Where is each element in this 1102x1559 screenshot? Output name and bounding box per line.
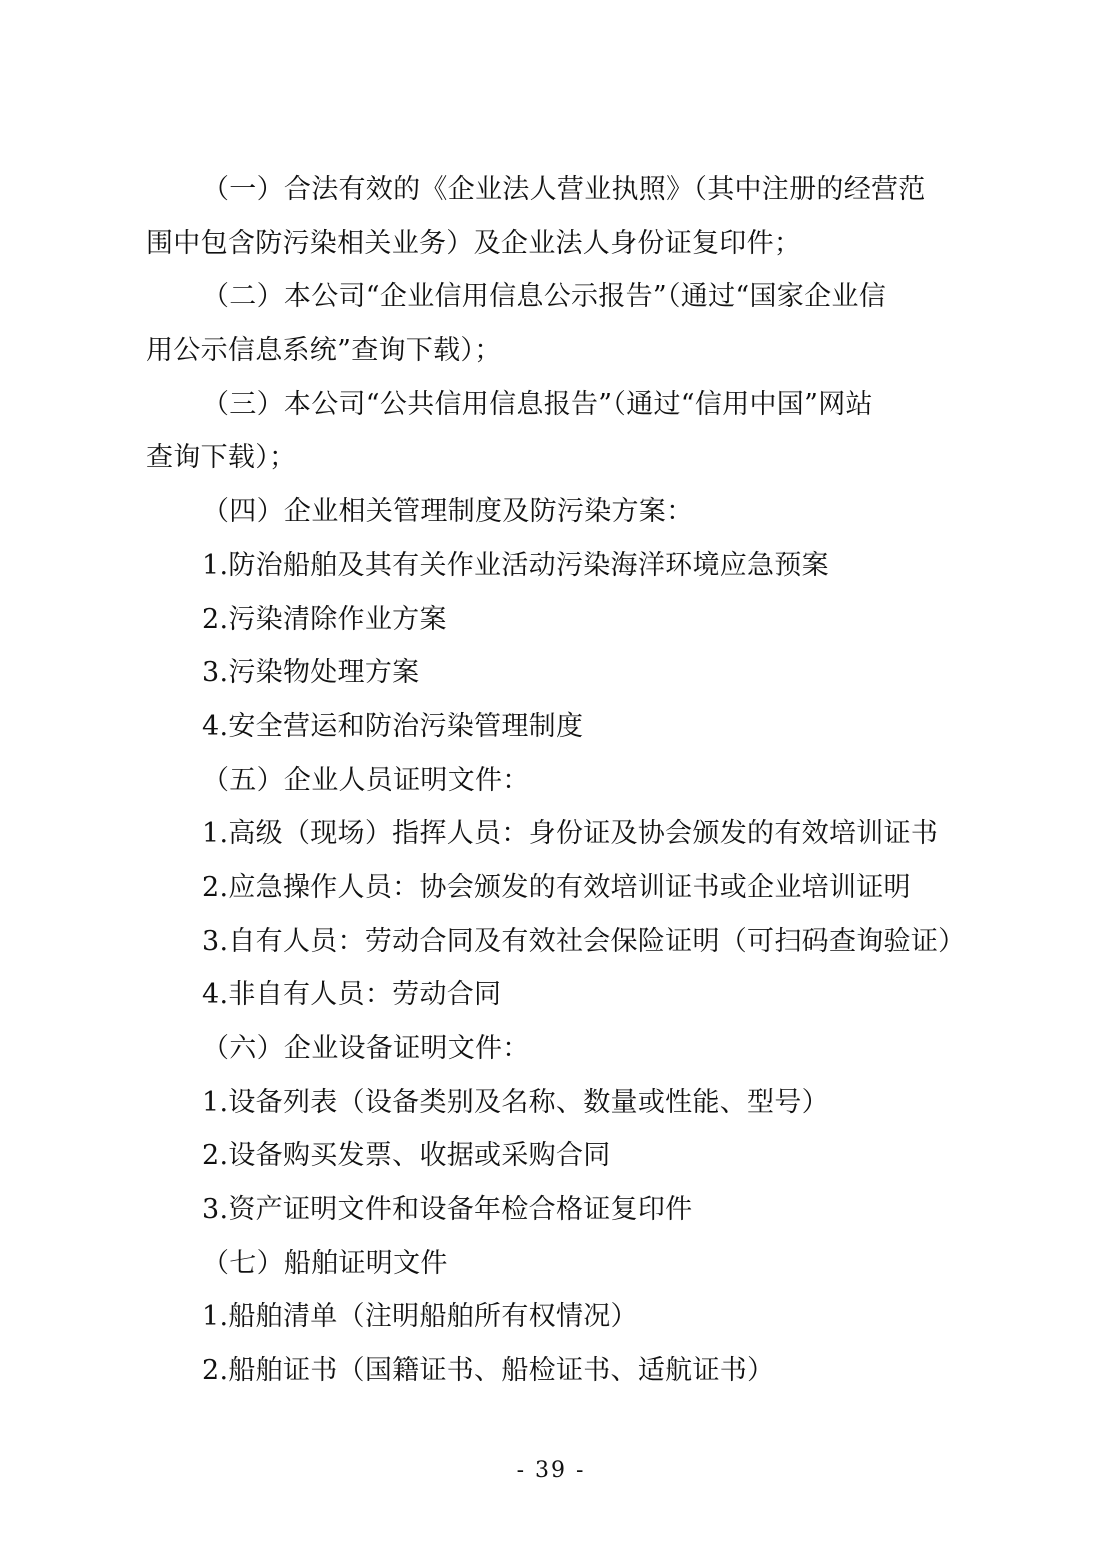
text-line: （二）本公司“企业信用信息公示报告”（通过“国家企业信 <box>202 281 887 313</box>
text-line: （七）船舶证明文件 <box>202 1247 448 1279</box>
text-line: （六）企业设备证明文件： <box>202 1033 530 1064</box>
text-line: （一）合法有效的《企业法人营业执照》（其中注册的经营范 <box>202 174 926 205</box>
text-line: 3.自有人员：劳动合同及有效社会保险证明（可扫码查询验证） <box>202 925 966 957</box>
text-line: （五）企业人员证明文件： <box>202 764 530 796</box>
document-body <box>146 163 976 1398</box>
text-line: （三）本公司“公共信用信息报告”（通过“信用中国”网站 <box>202 388 873 420</box>
text-line: 1.船舶清单（注明船舶所有权情况） <box>202 1301 638 1333</box>
text-line: 3.污染物处理方案 <box>202 657 420 689</box>
text-line: 用公示信息系统”查询下载）； <box>146 335 502 367</box>
text-line: 2.污染清除作业方案 <box>202 603 447 635</box>
text-line: 1.高级（现场）指挥人员：身份证及协会颁发的有效培训证书 <box>202 818 939 850</box>
text-line: （四）企业相关管理制度及防污染方案： <box>202 496 694 528</box>
text-line: 2.应急操作人员：协会颁发的有效培训证书或企业培训证明 <box>202 871 911 903</box>
text-line: 4.非自有人员：劳动合同 <box>202 979 502 1011</box>
text-line: 围中包含防污染相关业务）及企业法人身份证复印件； <box>146 227 802 259</box>
text-line: 2.船舶证书（国籍证书、船检证书、适航证书） <box>202 1355 775 1387</box>
text-line: 3.资产证明文件和设备年检合格证复印件 <box>202 1194 693 1226</box>
text-line: 1.设备列表（设备类别及名称、数量或性能、型号） <box>202 1086 829 1118</box>
page-number: - 39 - <box>516 1458 586 1483</box>
text-line: 查询下载）； <box>146 442 297 474</box>
text-line: 4.安全营运和防治污染管理制度 <box>202 710 584 742</box>
text-line: 1.防治船舶及其有关作业活动污染海洋环境应急预案 <box>202 549 829 581</box>
text-line: 2.设备购买发票、收据或采购合同 <box>202 1140 611 1172</box>
